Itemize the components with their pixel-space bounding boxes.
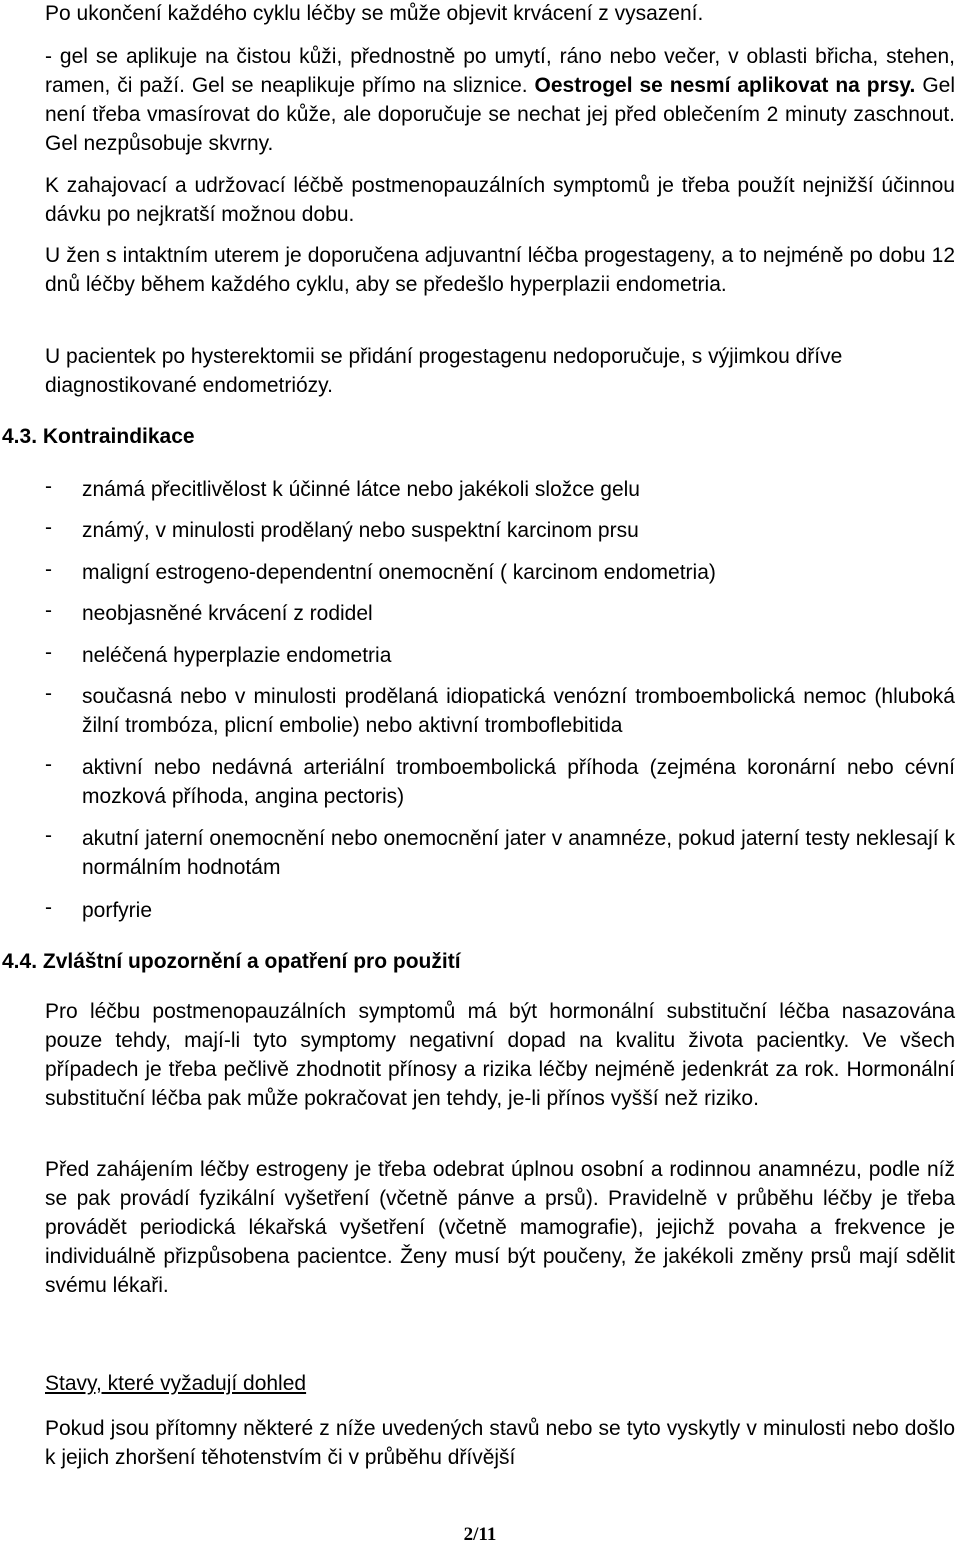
paragraph-withdrawal-bleeding: Po ukončení každého cyklu léčby se může objevit krvácení z vysazení. bbox=[45, 2, 704, 25]
section-heading-warnings: 4.4. Zvláštní upozornění a opatření pro použití bbox=[2, 950, 461, 973]
list-bullet: - bbox=[45, 682, 52, 705]
list-bullet: - bbox=[45, 824, 52, 847]
list-item-text: aktivní nebo nedávná arteriální tromboembolická příhoda (zejména koronární nebo cévní mozková příhoda, angina pectoris) bbox=[82, 756, 955, 808]
list-bullet: - bbox=[45, 753, 52, 776]
list-item-text: známá přecitlivělost k účinné látce nebo jakékoli složce gelu bbox=[82, 478, 640, 501]
list-item-text: maligní estrogeno-dependentní onemocnění ( karcinom endometria) bbox=[82, 561, 716, 584]
paragraph-lowest-dose: K zahajovací a udržovací léčbě postmenopauzálních symptomů je třeba použít nejnižší účinnou dávku po nejkratší možnou dobu. bbox=[45, 174, 955, 226]
paragraph-hrt-benefits: Pro léčbu postmenopauzálních symptomů má být hormonální substituční léčba nasazována pouze tehdy, mají-li tyto symptomy negativní dopad na kvalitu života pacientky. Ve všech případech je třeba pečlivě zhodnotit přínosy a rizika léčby nejméně jedenkrát za rok. Hormonální substituční léčba pak může pokračovat jen tehdy, je-li přínos vyšší než riziko. bbox=[45, 1000, 955, 1110]
gel-text-1: - gel se aplikuje na čistou kůži, přednostně po umytí, ráno nebo večer, v oblasti břicha, stehen, ramen, či paží. Gel se neaplikuje přímo na sliznice. bbox=[45, 45, 955, 97]
list-bullet: - bbox=[45, 599, 52, 622]
list-item-text: současná nebo v minulosti prodělaná idiopatická venózní tromboembolická nemoc (hluboká žilní trombóza, plicní embolie) nebo aktivní tromboflebitida bbox=[82, 685, 955, 737]
list-item-text: neléčená hyperplazie endometria bbox=[82, 644, 392, 667]
gel-warning-bold: Oestrogel se nesmí aplikovat na prsy. bbox=[534, 74, 916, 97]
paragraph-conditions: Pokud jsou přítomny některé z níže uvedených stavů nebo se tyto vyskytly v minulosti nebo došlo k jejich zhoršení těhotenstvím či v průběhu dřívější bbox=[45, 1417, 955, 1469]
section-heading-contraindications: 4.3. Kontraindikace bbox=[2, 425, 195, 448]
list-item-text: známý, v minulosti prodělaný nebo suspektní karcinom prsu bbox=[82, 519, 639, 542]
paragraph-hysterectomy: U pacientek po hysterektomii se přidání progestagenu nedoporučuje, s výjimkou dříve diagnostikované endometriózy. bbox=[45, 345, 843, 397]
subheading-monitoring: Stavy, které vyžadují dohled bbox=[45, 1372, 307, 1395]
paragraph-examination: Před zahájením léčby estrogeny je třeba odebrat úplnou osobní a rodinnou anamnézu, podle níž se pak provádí fyzikální vyšetření (včetně pánve a prsů). Pravidelně v průběhu léčby je třeba provádět periodická lékařská vyšetření (včetně mamografie), jejichž povaha a frekvence je individuálně přizpůsobena pacientce. Ženy musí být poučeny, že jakékoli změny prsů mají sdělit svému lékaři. bbox=[45, 1158, 955, 1297]
page-number: 2/11 bbox=[463, 1524, 497, 1545]
paragraph-gel-application bbox=[45, 42, 955, 158]
list-item-text: neobjasněné krvácení z rodidel bbox=[82, 602, 373, 625]
list-bullet: - bbox=[45, 475, 52, 498]
gel-text-2: Gel není třeba vmasírovat do kůže, ale doporučuje se nechat jej před oblečením 2 minuty zaschnout. Gel nezpůsobuje skvrny. bbox=[45, 74, 955, 155]
list-bullet: - bbox=[45, 896, 52, 919]
list-item-text: porfyrie bbox=[82, 899, 153, 922]
list-bullet: - bbox=[45, 516, 52, 539]
paragraph-intact-uterus: U žen s intaktním uterem je doporučena adjuvantní léčba progestageny, a to nejméně po dobu 12 dnů léčby během každého cyklu, aby se předešlo hyperplazii endometria. bbox=[45, 244, 955, 296]
list-item-text: akutní jaterní onemocnění nebo onemocnění jater v anamnéze, pokud jaterní testy neklesají k normálním hodnotám bbox=[82, 827, 955, 879]
list-bullet: - bbox=[45, 558, 52, 581]
list-bullet: - bbox=[45, 641, 52, 664]
